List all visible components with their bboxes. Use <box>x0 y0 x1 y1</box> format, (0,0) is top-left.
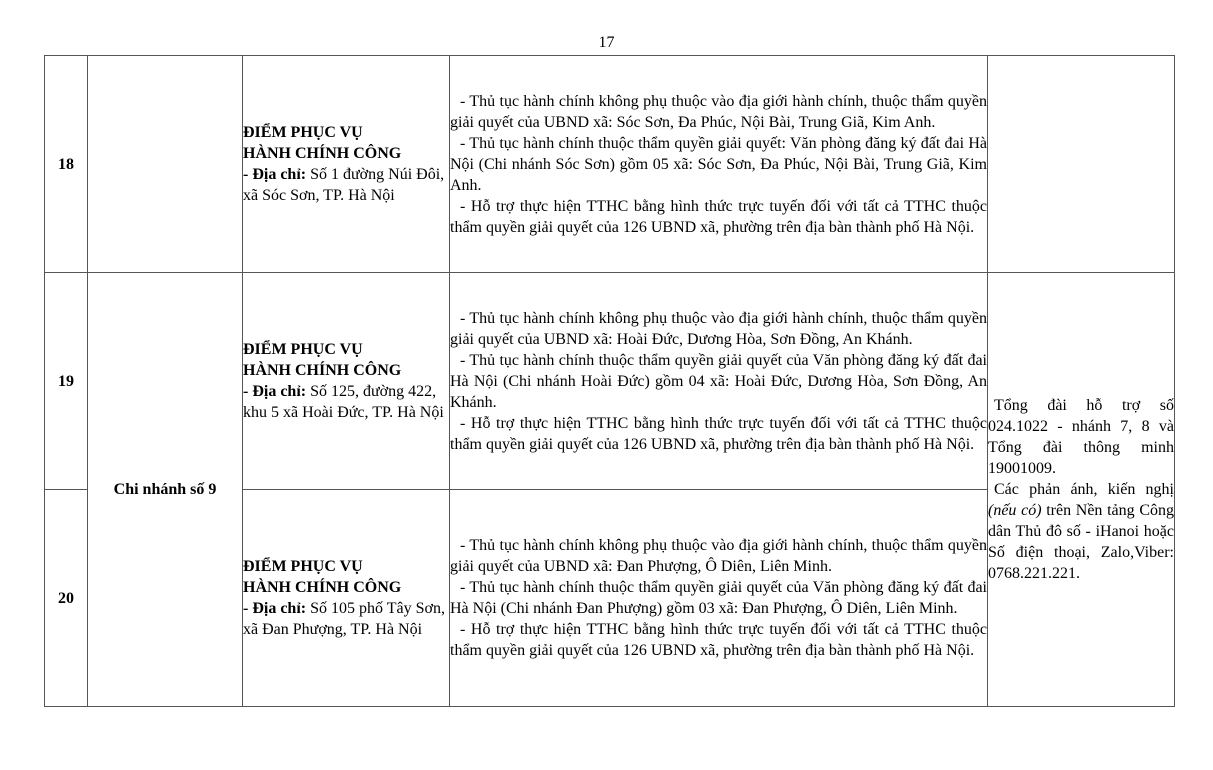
support-info-cell <box>988 273 1175 707</box>
scope-item: - Thủ tục hành chính không phụ thuộc vào địa giới hành chính, thuộc thẩm quyền giải quyết của UBND xã: Sóc Sơn, Đa Phúc, Nội Bài, Trung Giã, Kim Anh. <box>450 92 987 131</box>
row-number: 18 <box>45 56 88 273</box>
scope-item: - Hỗ trợ thực hiện TTHC bằng hình thức trực tuyến đối với tất cả TTHC thuộc thẩm quyền giải quyết của 126 UBND xã, phường trên địa bàn thành phố Hà Nội. <box>450 197 987 236</box>
address-text: Số 125, đường 422, khu 5 xã Hoài Đức, TP. Hà Nội <box>243 383 444 421</box>
address-text: Số 1 đường Núi Đôi, xã Sóc Sơn, TP. Hà Nội <box>243 166 445 204</box>
support-cell-empty <box>988 56 1175 273</box>
place-name-line2: HÀNH CHÍNH CÔNG <box>243 362 402 379</box>
scope-item: - Thủ tục hành chính thuộc thẩm quyền giải quyết của Văn phòng đăng ký đất đai Hà Nội (Chi nhánh Hoài Đức) gồm 04 xã: Hoài Đức, Dương Hòa, Sơn Đồng, An Khánh. <box>450 351 987 411</box>
row-number: 20 <box>45 490 88 707</box>
feedback-post: trên Nền tảng Công dân Thủ đô số - iHanoi hoặc Số điện thoại, Zalo,Viber: 0768.221.221. <box>988 502 1175 582</box>
table-row <box>45 273 1175 490</box>
address-label: - Địa chỉ: <box>243 600 307 617</box>
feedback-text <box>988 479 1174 584</box>
scope-item: - Thủ tục hành chính thuộc thẩm quyền giải quyết: Văn phòng đăng ký đất đai Hà Nội (Chi nhánh Sóc Sơn) gồm 05 xã: Sóc Sơn, Đa Phúc, Nội Bài, Trung Giã, Kim Anh. <box>450 134 987 194</box>
scope-cell <box>450 490 988 707</box>
branch-name: Chi nhánh số 9 <box>88 273 243 707</box>
place-name-line1: ĐIỂM PHỤC VỤ <box>243 341 363 358</box>
table-row <box>45 56 1175 273</box>
address-label: - Địa chỉ: <box>243 166 307 183</box>
feedback-pre: Các phản ánh, kiến nghị <box>994 481 1174 498</box>
place-cell <box>243 56 450 273</box>
address-label: - Địa chỉ: <box>243 383 307 400</box>
row-number: 19 <box>45 273 88 490</box>
scope-item: - Thủ tục hành chính thuộc thẩm quyền giải quyết của Văn phòng đăng ký đất đai Hà Nội (Chi nhánh Đan Phượng) gồm 03 xã: Đan Phượng, Ô Diên, Liên Minh. <box>450 579 987 617</box>
service-points-table <box>44 55 1175 707</box>
place-cell <box>243 273 450 490</box>
place-name-line1: ĐIỂM PHỤC VỤ <box>243 124 363 141</box>
place-name-line1: ĐIỂM PHỤC VỤ <box>243 558 363 575</box>
place-cell <box>243 490 450 707</box>
hotline-text: Tổng đài hỗ trợ số 024.1022 - nhánh 7, 8 và Tổng đài thông minh 19001009. <box>988 397 1174 477</box>
scope-item: - Hỗ trợ thực hiện TTHC bằng hình thức trực tuyến đối với tất cả TTHC thuộc thẩm quyền giải quyết của 126 UBND xã, phường trên địa bàn thành phố Hà Nội. <box>450 414 987 453</box>
scope-item: - Thủ tục hành chính không phụ thuộc vào địa giới hành chính, thuộc thẩm quyền giải quyết của UBND xã: Đan Phượng, Ô Diên, Liên Minh. <box>450 537 987 575</box>
scope-item: - Hỗ trợ thực hiện TTHC bằng hình thức trực tuyến đối với tất cả TTHC thuộc thẩm quyền giải quyết của 126 UBND xã, phường trên địa bàn thành phố Hà Nội. <box>450 621 987 659</box>
scope-item: - Thủ tục hành chính không phụ thuộc vào địa giới hành chính, thuộc thẩm quyền giải quyết của UBND xã: Hoài Đức, Dương Hòa, Sơn Đồng, An Khánh. <box>450 309 987 348</box>
place-name-line2: HÀNH CHÍNH CÔNG <box>243 579 402 596</box>
place-name-line2: HÀNH CHÍNH CÔNG <box>243 145 402 162</box>
page-number: 17 <box>598 34 615 51</box>
branch-cell-empty <box>88 56 243 273</box>
scope-cell <box>450 56 988 273</box>
feedback-italic: (nếu có) <box>988 502 1042 519</box>
scope-cell <box>450 273 988 490</box>
address-text: Số 105 phố Tây Sơn, xã Đan Phượng, TP. Hà Nội <box>243 600 445 638</box>
